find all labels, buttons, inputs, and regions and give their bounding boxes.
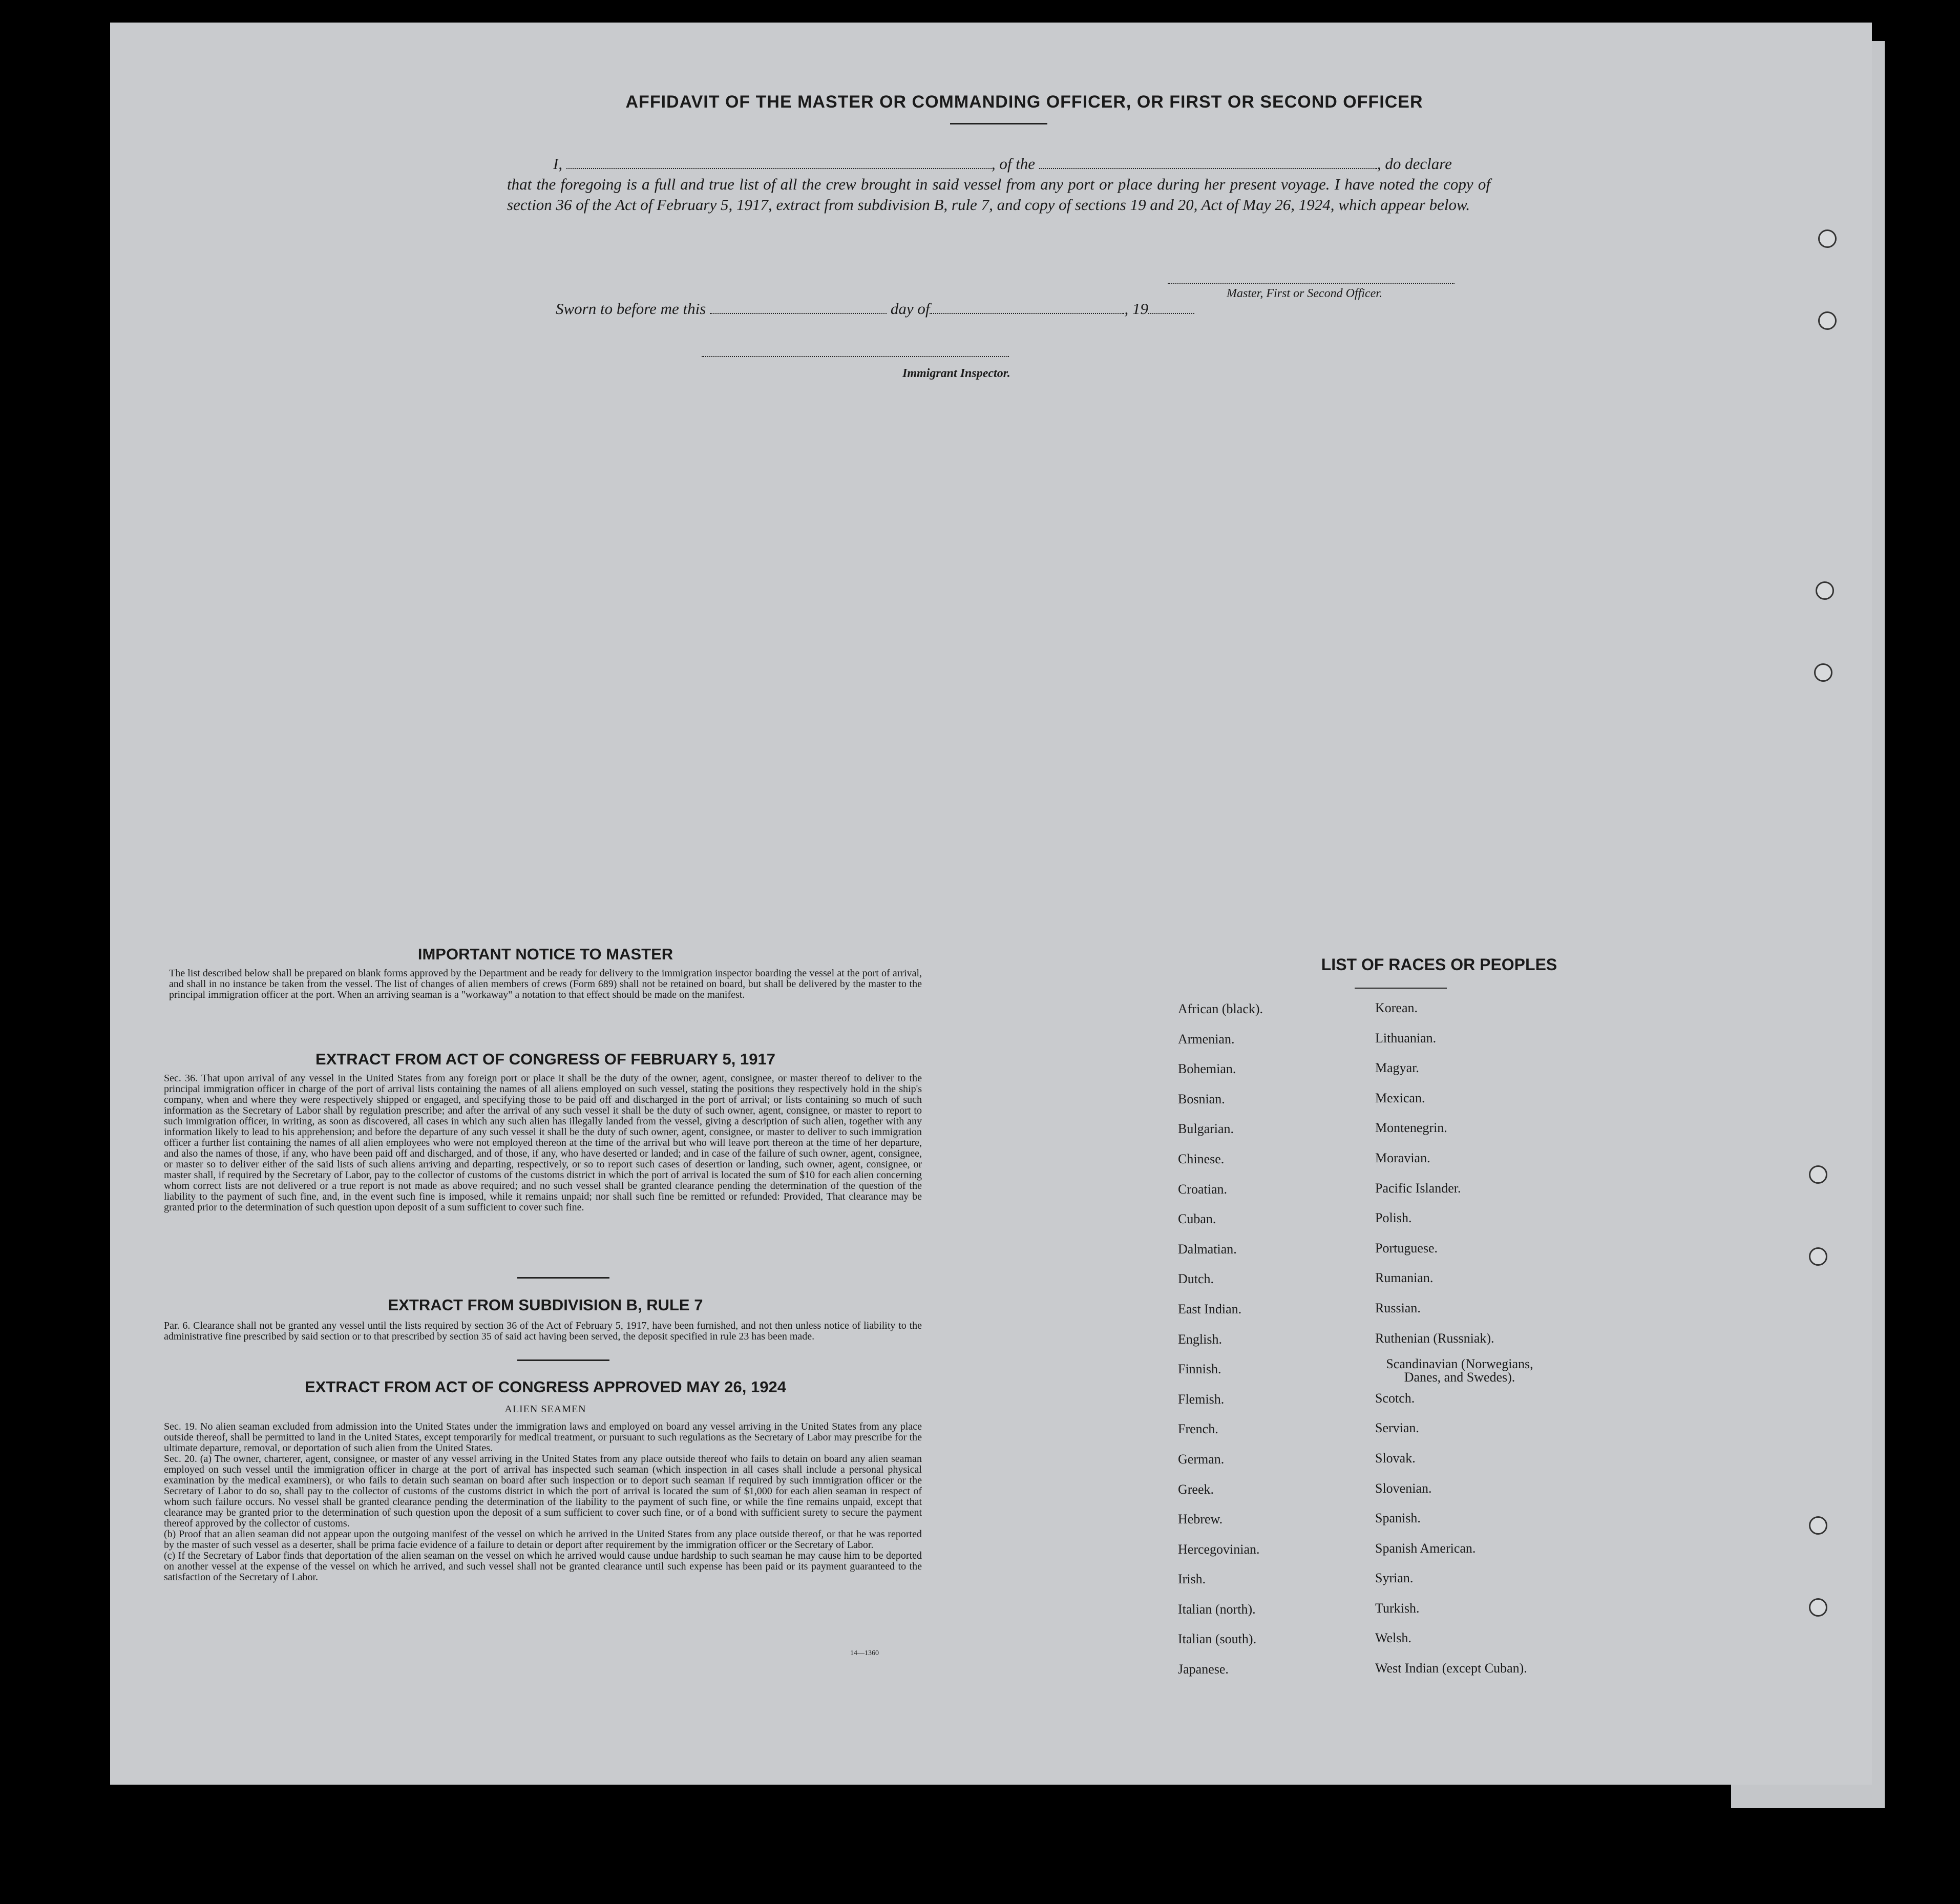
affidavit-text: that the foregoing is a full and true list of all the crew brought in said vessel from any port or place during her present voyage. I have noted the copy of section 36 of the Act of February 5, 1917, extract from subdivision B, rule 7, and copy of sections 19 and 20, Act of May 26, 1924, which appear below. [507, 175, 1490, 214]
race-item: Irish. [1178, 1572, 1206, 1587]
binder-hole [1809, 1165, 1827, 1184]
extract2-text: Par. 6. Clearance shall not be granted any vessel until the lists required by section 36 of the Act of February 5, 1917, have been furnished, and not then unless notice of liability to the administrative fine prescribed by said section or to that prescribed by section 35 of said act having been served, the deposit specified in rule 23 has been made. [164, 1320, 922, 1342]
race-item: Welsh. [1375, 1630, 1411, 1646]
race-item: Montenegrin. [1375, 1120, 1447, 1136]
race-item: Croatian. [1178, 1181, 1228, 1197]
race-row [1178, 1152, 1639, 1182]
divider [950, 123, 1047, 124]
sec19-text: Sec. 19. No alien seaman excluded from admission into the United States under the immigration laws and employed on board any vessel arriving in the United States from any place outside thereof, shall be permitted to land in the United States, except temporarily for medical treatment, or pursuant to such regulations as the Secretary of Labor may prescribe for the ultimate departure, removal, or deportation of such alien from the United States. [164, 1421, 922, 1454]
extract3-text [164, 1421, 922, 1583]
race-row [1178, 1452, 1639, 1482]
race-row [1178, 1662, 1639, 1692]
binder-hole [1809, 1516, 1827, 1535]
race-item: Rumanian. [1375, 1270, 1434, 1286]
race-item: Hebrew. [1178, 1512, 1223, 1527]
race-item: English. [1178, 1331, 1222, 1347]
race-item: Servian. [1375, 1420, 1419, 1436]
race-item: Spanish. [1375, 1511, 1421, 1526]
race-item: Dutch. [1178, 1271, 1214, 1287]
race-item: Finnish. [1178, 1362, 1221, 1377]
race-row [1178, 1602, 1639, 1632]
race-item: Armenian. [1178, 1031, 1235, 1047]
race-item: Japanese. [1178, 1662, 1229, 1677]
race-row [1178, 1182, 1639, 1212]
race-item: Lithuanian. [1375, 1030, 1437, 1045]
sec20c-text: (c) If the Secretary of Labor finds that deportation of the alien seaman on the vessel on which he arrived would cause undue hardship to such seaman he may cause him to be deported on another vessel at the expense of the vessel on which he arrived, and such vessel shall not be granted clearance until such expense has been paid or its payment guaranteed to the satisfaction of the Secretary of Labor. [164, 1550, 922, 1583]
race-item: Hercegovinian. [1178, 1541, 1260, 1557]
sec20b-text: (b) Proof that an alien seaman did not appear upon the outgoing manifest of the vessel on which he arrived in the United States from any place outside thereof, or that he was reported by the master of such vessel as a deserter, shall be prima facie evidence of a failure to detain or deport after requirement by the immigration officer or the Secretary of Labor. [164, 1529, 922, 1551]
races-list [1178, 1001, 1639, 1692]
race-item: Polish. [1375, 1210, 1412, 1226]
race-item: Scandinavian (Norwegians, Danes, and Swedes). [1386, 1356, 1533, 1385]
race-item: Portuguese. [1375, 1240, 1438, 1256]
divider [517, 1359, 609, 1361]
race-item: German. [1178, 1451, 1225, 1467]
race-item: Magyar. [1375, 1060, 1419, 1076]
affidavit-line1 [507, 154, 1490, 174]
sec20a-text: Sec. 20. (a) The owner, charterer, agent, consignee, or master of any vessel arriving in the United States from any place outside thereof who fails to detain on board any alien seaman employed on such vessel until the immigration officer in charge at the port of arrival has inspected such seaman (which inspection in all cases shall include a personal physical examination by the medical examiners), or who fails to detain such seaman on board after such inspection or to deport such seaman if required by such immigration officer or the Secretary of Labor to do so, shall pay to the collector of customs of the customs district in which the port of arrival is located the sum of $1,000 for each alien seaman in respect of whom such failure occurs. No vessel shall be granted clearance pending the determination of the liability to the payment of such fine, or while the fine remains unpaid, except that clearance may be granted prior to the determination of such question upon the deposit of a sum sufficient to cover such fine, or of a bond with sufficient surety to secure the payment thereof approved by the collector of customs. [164, 1453, 922, 1529]
race-row [1178, 1061, 1639, 1092]
master-signature-line [1168, 283, 1455, 284]
affidavit-body [507, 154, 1490, 215]
race-item: Slovak. [1375, 1450, 1416, 1466]
race-item: Slovenian. [1375, 1480, 1432, 1496]
race-item: Dalmatian. [1178, 1241, 1237, 1257]
race-row [1178, 1242, 1639, 1272]
sworn-day-of: day of [890, 300, 930, 318]
race-row [1178, 1211, 1639, 1242]
sworn-prefix: Sworn to before me this [556, 300, 706, 318]
name-blank [566, 157, 992, 169]
race-item: Mexican. [1375, 1090, 1425, 1105]
race-row [1178, 1302, 1639, 1332]
inspector-caption: Immigrant Inspector. [902, 367, 1010, 380]
sworn-month-blank [930, 302, 1124, 314]
race-item: Bohemian. [1178, 1061, 1236, 1077]
race-item: Moravian. [1375, 1150, 1430, 1165]
form-number: 14—1360 [850, 1649, 879, 1657]
race-item: French. [1178, 1421, 1218, 1437]
binder-hole [1818, 311, 1837, 330]
extract3-subtitle: ALIEN SEAMEN [504, 1404, 586, 1415]
extract1-title: EXTRACT FROM ACT OF CONGRESS OF FEBRUARY 5, 1917 [315, 1050, 775, 1068]
master-caption: Master, First or Second Officer. [1227, 287, 1382, 300]
binder-hole [1814, 663, 1832, 682]
vessel-blank [1039, 157, 1377, 169]
race-row [1178, 1631, 1639, 1662]
race-row [1178, 1092, 1639, 1122]
extract2-title: EXTRACT FROM SUBDIVISION B, RULE 7 [388, 1296, 703, 1314]
affidavit-title: AFFIDAVIT OF THE MASTER OR COMMANDING OFFICER, OR FIRST OR SECOND OFFICER [625, 92, 1423, 112]
race-item: Italian (south). [1178, 1631, 1257, 1647]
binder-hole [1809, 1598, 1827, 1617]
race-item: Bosnian. [1178, 1091, 1225, 1106]
race-item: East Indian. [1178, 1301, 1242, 1316]
binder-hole [1818, 229, 1837, 248]
sworn-year-blank [1148, 302, 1194, 314]
binder-hole [1816, 581, 1834, 600]
extract3-title: EXTRACT FROM ACT OF CONGRESS APPROVED MAY 26, 1924 [305, 1378, 786, 1396]
divider [1355, 988, 1447, 989]
race-item: Bulgarian. [1178, 1121, 1234, 1137]
race-item: Spanish American. [1375, 1540, 1476, 1556]
race-row [1178, 1482, 1639, 1512]
race-item: Chinese. [1178, 1151, 1225, 1166]
races-title: LIST OF RACES OR PEOPLES [1321, 955, 1557, 974]
race-item: Scotch. [1375, 1390, 1415, 1406]
race-row [1178, 1121, 1639, 1152]
race-item: Greek. [1178, 1481, 1214, 1497]
sworn-line [556, 300, 1194, 318]
race-row [1178, 1032, 1639, 1062]
race-row [1178, 1271, 1639, 1302]
sworn-year: , 19 [1124, 300, 1148, 318]
divider [517, 1277, 609, 1279]
extract1-text: Sec. 36. That upon arrival of any vessel in the United States from any foreign port or place it shall be the duty of the owner, agent, consignee, or master thereof to deliver to the principal immigration officer in charge of the port of arrival lists containing the names of all aliens employed on such vessel, stating the positions they respectively hold in the ship's company, when and where they were respectively shipped or engaged, and specifying those to be paid off and discharged in the port of arrival; or lists containing so much of such information as the Secretary of Labor shall by regulation prescribe; and after the arrival of any such vessel it shall be the duty of such owner, agent, consignee, or master to report to such immigration officer, in writing, as soon as discovered, all cases in which any such alien has illegally landed from the vessel, giving a description of such alien, together with any information likely to lead to his apprehension; and before the departure of any such vessel it shall be the duty of such owner, agent, consignee, or master to deliver to such immigration officer a further list containing the names of all alien employees who were not employed thereon at the time of the arrival but who will leave port thereon at the time of her departure, and also the names of those, if any, who have been paid off and discharged, and of those, if any, who have deserted or landed; and in case of the failure of such owner, agent, consignee, or master so to deliver either of the said lists of such aliens arriving and departing, respectively, or so to report such cases of desertion or landing, such owner, agent, consignee, or master shall, if required by the Secretary of Labor, pay to the collector of customs of the customs district in which the port of arrival is located the sum of $10 for each alien concerning whom correct lists are not delivered or a true report is not made as above required; and no such vessel shall be granted clearance pending the determination of the question of the liability to the payment of such fine, and, in the event such fine is imposed, while it remains unpaid; nor shall such fine be remitted or refunded: Provided, That clearance may be granted prior to the determination of such question upon deposit of a sum sufficient to cover such fine. [164, 1073, 922, 1213]
race-item: Pacific Islander. [1375, 1180, 1461, 1196]
affidavit-i: I, [553, 155, 563, 173]
race-row [1178, 1542, 1639, 1572]
race-row [1178, 1572, 1639, 1602]
race-row [1178, 1356, 1639, 1392]
race-item: Russian. [1375, 1300, 1421, 1315]
inspector-signature-line [702, 356, 1009, 357]
notice-title: IMPORTANT NOTICE TO MASTER [417, 945, 673, 963]
race-item: Flemish. [1178, 1391, 1225, 1407]
race-item: Korean. [1375, 1000, 1418, 1015]
race-row [1178, 1512, 1639, 1542]
race-item: African (black). [1178, 1001, 1263, 1016]
race-row [1178, 1392, 1639, 1422]
race-item: West Indian (except Cuban). [1375, 1661, 1527, 1676]
race-item: Turkish. [1375, 1600, 1420, 1616]
notice-text: The list described below shall be prepared on blank forms approved by the Department and be ready for delivery to the immigration inspector boarding the vessel at the port of arrival, and shall in no instance be taken from the vessel. The list of changes of alien members of crews (Form 689) shall not be retained on board, but shall be delivered by the master to the principal immigration officer at the port. When an arriving seaman is a "workaway" a notation to that effect should be made on the manifest. [169, 968, 922, 1000]
affidavit-declare: , do declare [1377, 155, 1452, 173]
race-item: Cuban. [1178, 1211, 1216, 1227]
race-item: Italian (north). [1178, 1601, 1256, 1617]
affidavit-of-the: , of the [991, 155, 1036, 173]
race-row [1178, 1001, 1639, 1032]
race-item: Ruthenian (Russniak). [1375, 1330, 1494, 1346]
race-row [1178, 1421, 1639, 1452]
sworn-day-blank [710, 302, 887, 314]
race-item: Syrian. [1375, 1571, 1414, 1586]
binder-hole [1809, 1247, 1827, 1266]
